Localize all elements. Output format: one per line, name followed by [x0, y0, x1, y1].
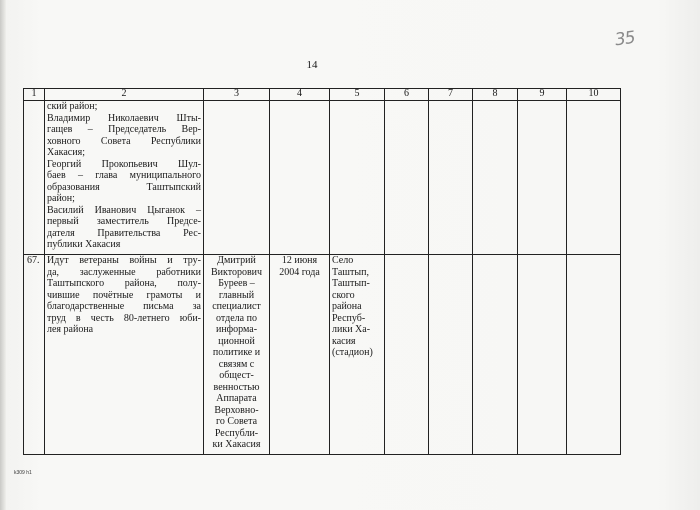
text-line: Село [332, 255, 354, 266]
text-line: ский район; [47, 101, 98, 112]
text-line: общест- [219, 370, 254, 381]
text-line: Идут ветераны войны и тру- [47, 255, 201, 266]
text-line: публики Хакасия [47, 239, 121, 250]
text-line: ского [332, 289, 355, 301]
date-cell [270, 255, 330, 455]
empty-cell [518, 101, 567, 255]
empty-cell [429, 101, 473, 255]
empty-cell [385, 255, 429, 455]
text-line: чившие почётные грамоты и [47, 289, 201, 301]
page-number: 14 [306, 59, 318, 71]
empty-cell [567, 255, 621, 455]
responsible-cell [204, 101, 270, 255]
text-line: района [332, 301, 362, 312]
col-header: 5 [330, 89, 385, 101]
text-line: информа- [215, 324, 258, 335]
text-line: 12 июня [281, 255, 318, 266]
text-line: Республи- [214, 427, 259, 439]
empty-cell [473, 255, 518, 455]
text-line: Дмитрий [217, 255, 256, 266]
text-line: Таштып- [332, 278, 370, 289]
text-line: дателя Правительства Рес- [47, 227, 201, 239]
text-line: Буреев – [218, 278, 255, 289]
text-line: Владимир Николаевич Шты- [47, 112, 201, 124]
col-header: 7 [429, 89, 473, 101]
text-line: главный [218, 289, 255, 301]
date-cell [270, 101, 330, 255]
text-line: ционной [218, 335, 255, 347]
text-line: Викторович [210, 266, 263, 278]
text-line: труд в честь 80-летнего юби- [47, 312, 201, 324]
text-line: да, заслуженные работники [47, 266, 201, 278]
empty-cell [518, 255, 567, 455]
text-line: благодарственные письма за [47, 301, 201, 312]
text-line: политике и [212, 347, 261, 358]
col-header: 2 [45, 89, 204, 101]
empty-cell [473, 101, 518, 255]
text-line: специалист [212, 301, 261, 312]
text-line: Таштып, [332, 266, 369, 278]
row-number-cell: 67. [24, 255, 45, 455]
text-line: баев – глава муниципального [47, 170, 201, 181]
text-line: лики Ха- [332, 324, 371, 335]
text-line: гащев – Председатель Вер- [47, 124, 201, 135]
place-cell [330, 255, 385, 455]
table-row [24, 101, 621, 255]
text-line: Василий Иванович Цыганок – [47, 204, 201, 216]
text-line: первый заместитель Предсе- [47, 216, 201, 227]
empty-cell [385, 101, 429, 255]
text-line: 2004 года [279, 266, 320, 278]
empty-cell [567, 101, 621, 255]
col-header: 3 [204, 89, 270, 101]
text-line: ки Хакасия [212, 439, 261, 450]
text-line: Георгий Прокопьевич Шул- [47, 158, 201, 170]
text-line: Хакасия; [47, 147, 85, 158]
table-row [24, 255, 621, 455]
col-header: 8 [473, 89, 518, 101]
participants-cell [45, 255, 204, 455]
text-line: Респуб- [332, 312, 366, 324]
text-line: Аппарата [216, 393, 257, 404]
col-header: 9 [518, 89, 567, 101]
scan-edge-shadow [0, 0, 6, 510]
empty-cell [429, 255, 473, 455]
table-header-row [24, 89, 621, 101]
responsible-cell [204, 255, 270, 455]
text-line: ховного Совета Республики [47, 135, 201, 147]
text-line: образования Таштыпский [47, 181, 201, 193]
col-header: 10 [567, 89, 621, 101]
col-header: 1 [24, 89, 45, 101]
col-header: 4 [270, 89, 330, 101]
handwritten-page-mark: 35 [613, 27, 636, 51]
events-table [23, 88, 621, 455]
footer-code: k309 h1 [14, 470, 32, 476]
text-line: венностью [213, 381, 260, 393]
col-header: 6 [385, 89, 429, 101]
text-line: Верховно- [214, 404, 259, 416]
place-cell [330, 101, 385, 255]
text-line: касия [332, 335, 356, 347]
text-line: лея района [47, 324, 94, 335]
text-line: (стадион) [332, 347, 373, 358]
text-line: отдела по [216, 312, 257, 324]
row-number-cell [24, 101, 45, 255]
participants-cell [45, 101, 204, 255]
text-line: связям с [218, 358, 255, 370]
text-line: го Совета [215, 416, 258, 427]
text-line: Таштыпского района, полу- [47, 278, 201, 289]
text-line: район; [47, 193, 75, 204]
